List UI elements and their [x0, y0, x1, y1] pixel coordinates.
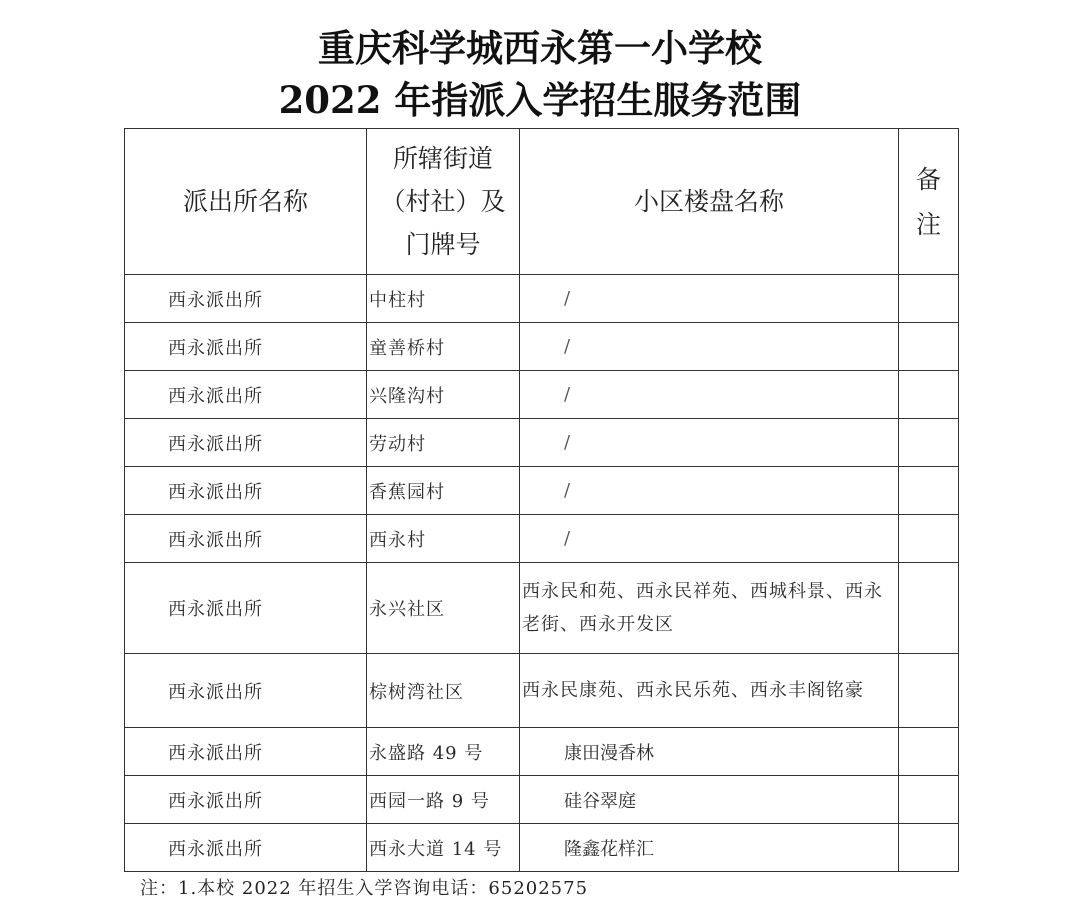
note-cell — [899, 515, 959, 563]
station-cell: 西永派出所 — [125, 654, 367, 728]
street-cell: 兴隆沟村 — [367, 371, 520, 419]
estate-cell: / — [520, 467, 899, 515]
station-cell: 西永派出所 — [125, 371, 367, 419]
table-row — [125, 824, 959, 872]
note-cell — [899, 563, 959, 654]
estate-cell: / — [520, 323, 899, 371]
street-cell: 香蕉园村 — [367, 467, 520, 515]
station-cell: 西永派出所 — [125, 275, 367, 323]
note-cell — [899, 728, 959, 776]
table-row — [125, 728, 959, 776]
estate-cell: / — [520, 515, 899, 563]
estate-cell: 康田漫香林 — [520, 728, 899, 776]
street-cell: 棕树湾社区 — [367, 654, 520, 728]
table-row — [125, 323, 959, 371]
header-estate: 小区楼盘名称 — [520, 129, 899, 275]
document-title: 重庆科学城西永第一小学校 — [318, 26, 762, 70]
station-cell: 西永派出所 — [125, 776, 367, 824]
table-header-row — [125, 129, 959, 275]
station-cell: 西永派出所 — [125, 467, 367, 515]
note-cell — [899, 371, 959, 419]
note-cell — [899, 824, 959, 872]
table-row — [125, 371, 959, 419]
table-row — [125, 275, 959, 323]
table-row — [125, 419, 959, 467]
street-cell: 劳动村 — [367, 419, 520, 467]
station-cell: 西永派出所 — [125, 515, 367, 563]
table-row — [125, 776, 959, 824]
note-cell — [899, 275, 959, 323]
enrollment-scope-table — [124, 128, 959, 872]
header-street: 所辖街道 （村社）及 门牌号 — [367, 129, 520, 275]
estate-cell: 硅谷翠庭 — [520, 776, 899, 824]
note-cell — [899, 654, 959, 728]
table-row — [125, 563, 959, 654]
note-cell — [899, 776, 959, 824]
table-row — [125, 654, 959, 728]
street-cell: 童善桥村 — [367, 323, 520, 371]
note-cell — [899, 419, 959, 467]
station-cell: 西永派出所 — [125, 728, 367, 776]
estate-cell: / — [520, 419, 899, 467]
street-cell: 西永大道 14 号 — [367, 824, 520, 872]
note-cell — [899, 323, 959, 371]
document-subtitle: 2022 年指派入学招生服务范围 — [278, 78, 802, 122]
estate-cell: 西永民康苑、西永民乐苑、西永丰阁铭豪 — [520, 654, 899, 728]
estate-cell: / — [520, 371, 899, 419]
estate-cell: / — [520, 275, 899, 323]
street-cell: 永盛路 49 号 — [367, 728, 520, 776]
estate-cell: 西永民和苑、西永民祥苑、西城科景、西永老街、西永开发区 — [520, 563, 899, 654]
street-cell: 西园一路 9 号 — [367, 776, 520, 824]
estate-cell: 隆鑫花样汇 — [520, 824, 899, 872]
station-cell: 西永派出所 — [125, 419, 367, 467]
station-cell: 西永派出所 — [125, 563, 367, 654]
street-cell: 西永村 — [367, 515, 520, 563]
note-cell — [899, 467, 959, 515]
station-cell: 西永派出所 — [125, 824, 367, 872]
street-cell: 中柱村 — [367, 275, 520, 323]
station-cell: 西永派出所 — [125, 323, 367, 371]
header-note: 备 注 — [899, 129, 959, 275]
table-row — [125, 515, 959, 563]
header-station: 派出所名称 — [125, 129, 367, 275]
table-row — [125, 467, 959, 515]
street-cell: 永兴社区 — [367, 563, 520, 654]
footnote: 注：1.本校 2022 年招生入学咨询电话：65202575 — [140, 878, 589, 899]
